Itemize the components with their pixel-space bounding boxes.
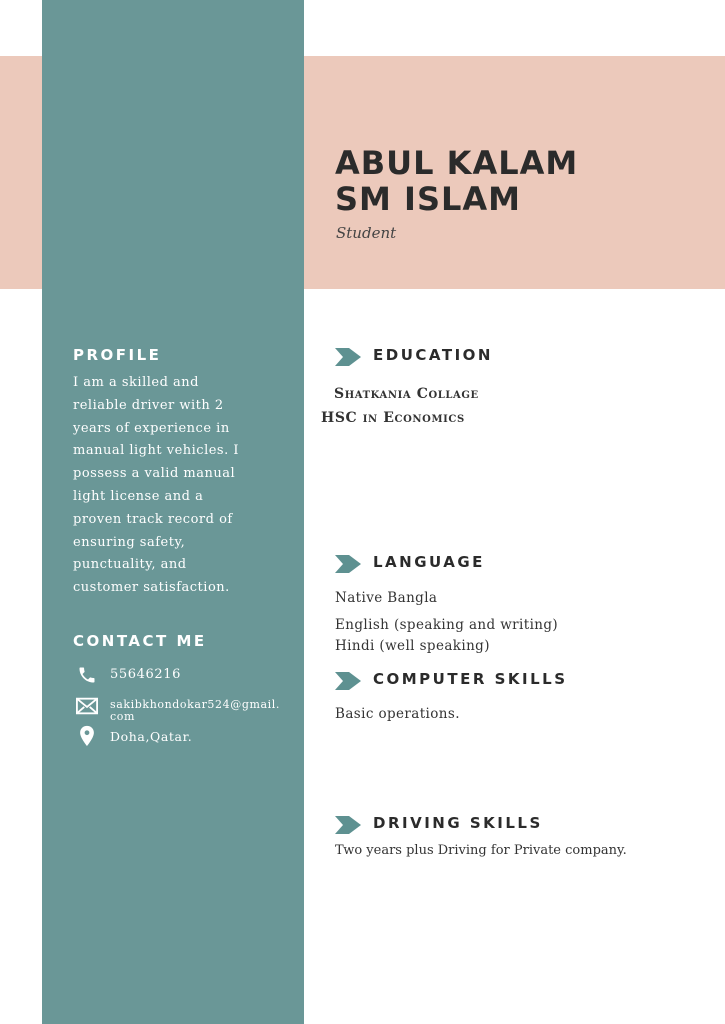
chevron-right-icon bbox=[335, 348, 361, 366]
education-heading: EDUCATION bbox=[373, 346, 493, 364]
email-line-2: com bbox=[110, 710, 136, 723]
profile-heading: PROFILE bbox=[73, 346, 162, 364]
email-icon bbox=[76, 696, 98, 716]
chevron-right-icon bbox=[335, 555, 361, 573]
location-pin-icon bbox=[76, 724, 98, 748]
phone-icon bbox=[76, 665, 98, 685]
contact-heading: CONTACT ME bbox=[73, 632, 207, 650]
location: Doha,Qatar. bbox=[110, 729, 193, 744]
driving-skills-text: Two years plus Driving for Private company. bbox=[335, 843, 627, 858]
email-address[interactable] bbox=[110, 698, 280, 723]
education-school: Shatkania Collage bbox=[334, 386, 479, 402]
language-item: Hindi (well speaking) bbox=[335, 638, 490, 654]
computer-skills-text: Basic operations. bbox=[335, 706, 460, 722]
computer-skills-heading: COMPUTER SKILLS bbox=[373, 670, 568, 688]
phone-number: 55646216 bbox=[110, 667, 181, 682]
language-item: English (speaking and writing) bbox=[335, 617, 559, 633]
education-degree: HSC in Economics bbox=[321, 410, 465, 426]
chevron-right-icon bbox=[335, 672, 361, 690]
name-line-1: ABUL KALAM bbox=[335, 144, 579, 182]
name-line-2: SM ISLAM bbox=[335, 180, 521, 218]
email-line-1: sakibkhondokar524@gmail. bbox=[110, 698, 280, 711]
profile-text: I am a skilled and reliable driver with 2 years of experience in manual light vehicles. I possess a valid manual light license and a proven track record of ensuring safety, punctuality, and customer satisfaction. bbox=[73, 375, 240, 596]
language-heading: LANGUAGE bbox=[373, 553, 485, 571]
chevron-right-icon bbox=[335, 816, 361, 834]
driving-skills-heading: DRIVING SKILLS bbox=[373, 814, 543, 832]
full-name bbox=[335, 145, 578, 217]
role: Student bbox=[336, 224, 397, 242]
language-item: Native Bangla bbox=[335, 590, 438, 606]
